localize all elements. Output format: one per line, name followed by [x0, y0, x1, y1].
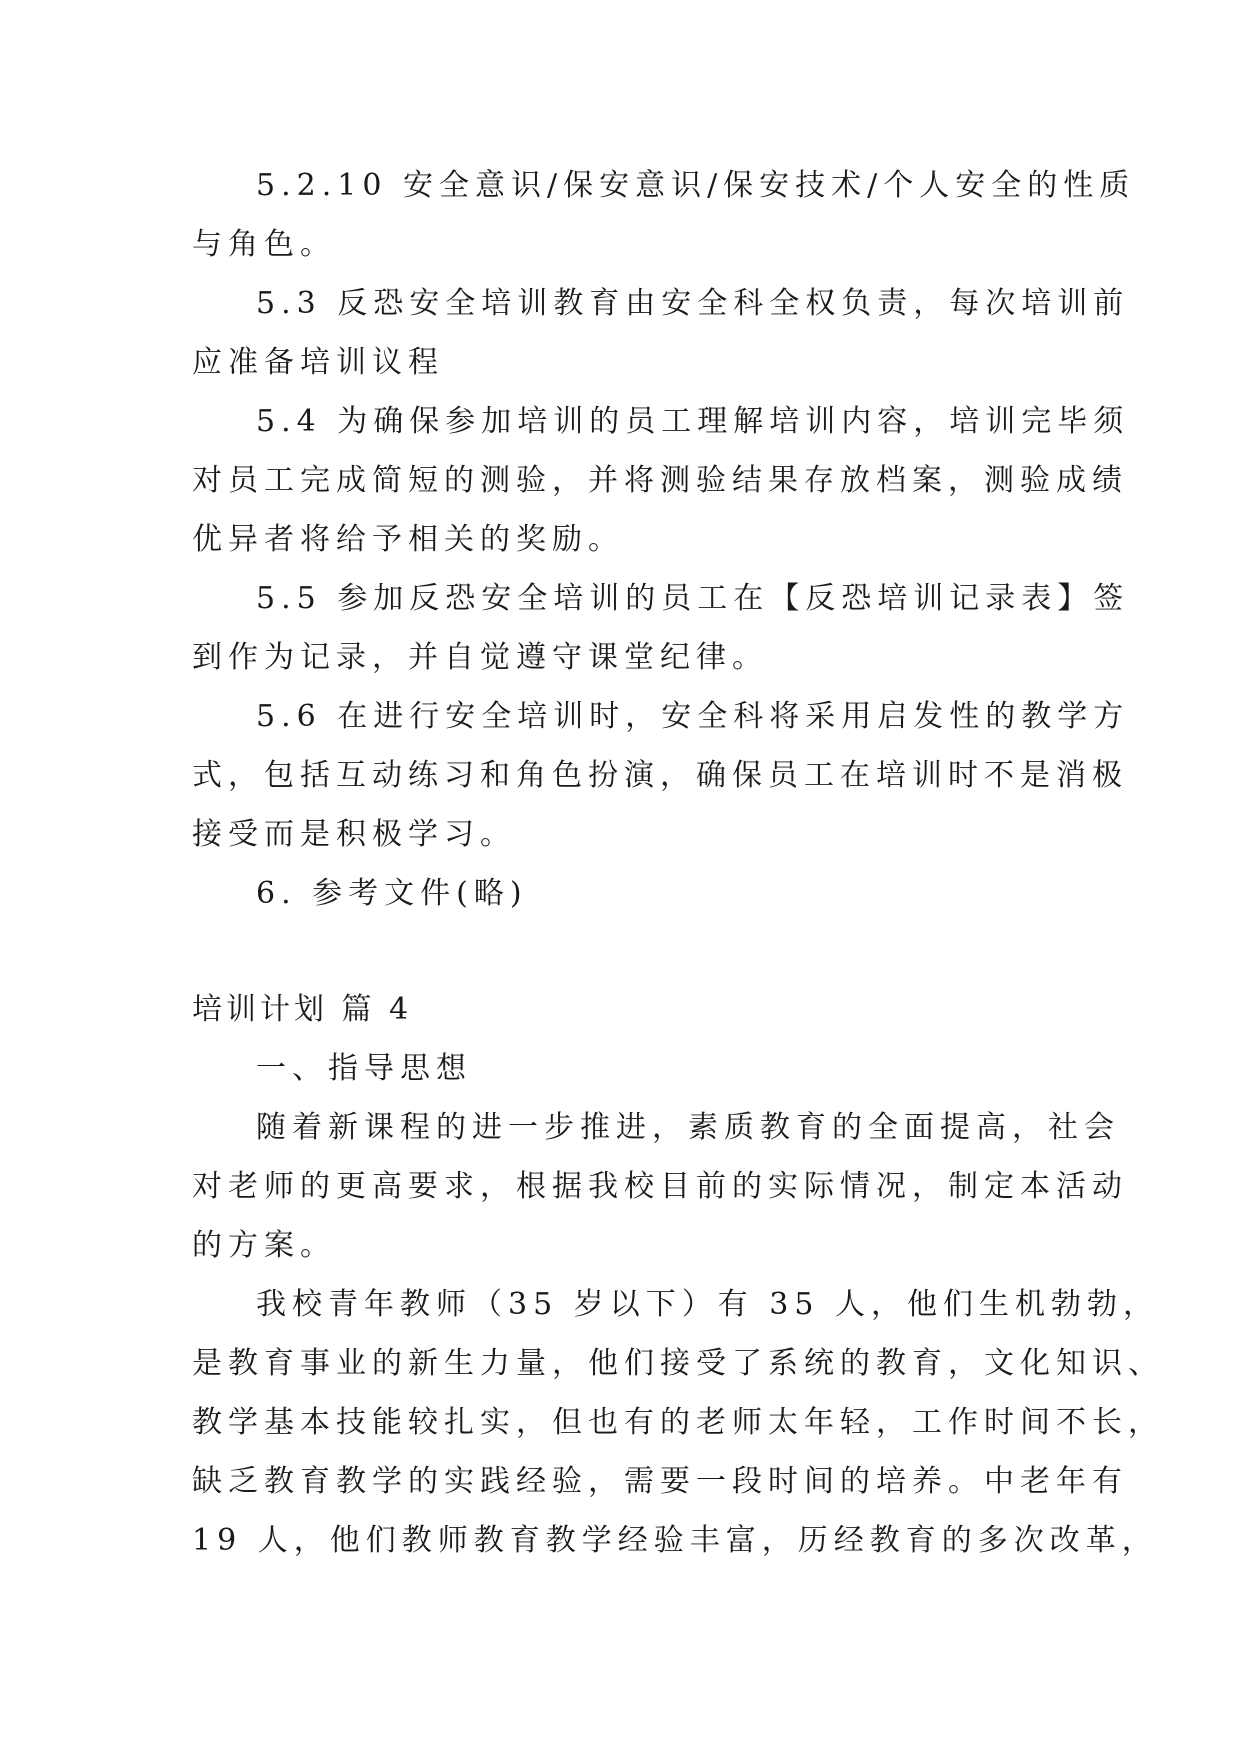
paragraph-5-4-line-1: 5.4 为确保参加培训的员工理解培训内容，培训完毕须	[256, 404, 1130, 439]
paragraph-5-2-10-line-2: 与角色。	[192, 227, 336, 262]
paragraph-intro-line-1: 随着新课程的进一步推进，素质教育的全面提高，社会	[256, 1110, 1120, 1145]
paragraph-5-6-line-1: 5.6 在进行安全培训时，安全科将采用启发性的教学方	[256, 699, 1130, 734]
section-title: 培训计划 篇 4	[192, 992, 413, 1027]
paragraph-teachers-line-2: 是教育事业的新生力量，他们接受了系统的教育，文化知识、	[192, 1346, 1164, 1381]
paragraph-5-6-line-3: 接受而是积极学习。	[192, 817, 516, 852]
paragraph-5-4-line-2: 对员工完成简短的测验，并将测验结果存放档案，测验成绩	[192, 463, 1128, 498]
paragraph-teachers-line-3: 教学基本技能较扎实，但也有的老师太年轻，工作时间不长，	[192, 1405, 1164, 1440]
paragraph-5-6-line-2: 式，包括互动练习和角色扮演，确保员工在培训时不是消极	[192, 758, 1128, 793]
paragraph-teachers-line-5: 19 人，他们教师教育教学经验丰富，历经教育的多次改革，	[192, 1523, 1158, 1558]
section-6-heading: 6. 参考文件(略)	[256, 876, 528, 911]
paragraph-intro-line-2: 对老师的更高要求，根据我校目前的实际情况，制定本活动	[192, 1169, 1128, 1204]
paragraph-teachers-line-1: 我校青年教师（35 岁以下）有 35 人，他们生机勃勃，	[256, 1287, 1159, 1322]
subheading-guiding-thought: 一、指导思想	[256, 1051, 472, 1086]
paragraph-5-3-line-1: 5.3 反恐安全培训教育由安全科全权负责，每次培训前	[256, 286, 1130, 321]
paragraph-intro-line-3: 的方案。	[192, 1228, 336, 1263]
paragraph-5-5-line-2: 到作为记录，并自觉遵守课堂纪律。	[192, 640, 768, 675]
paragraph-5-3-line-2: 应准备培训议程	[192, 345, 444, 380]
paragraph-5-2-10-line-1: 5.2.10 安全意识/保安意识/保安技术/个人安全的性质	[256, 168, 1136, 203]
paragraph-5-4-line-3: 优异者将给予相关的奖励。	[192, 522, 624, 557]
paragraph-5-5-line-1: 5.5 参加反恐安全培训的员工在【反恐培训记录表】签	[256, 581, 1130, 616]
paragraph-teachers-line-4: 缺乏教育教学的实践经验，需要一段时间的培养。中老年有	[192, 1464, 1128, 1499]
